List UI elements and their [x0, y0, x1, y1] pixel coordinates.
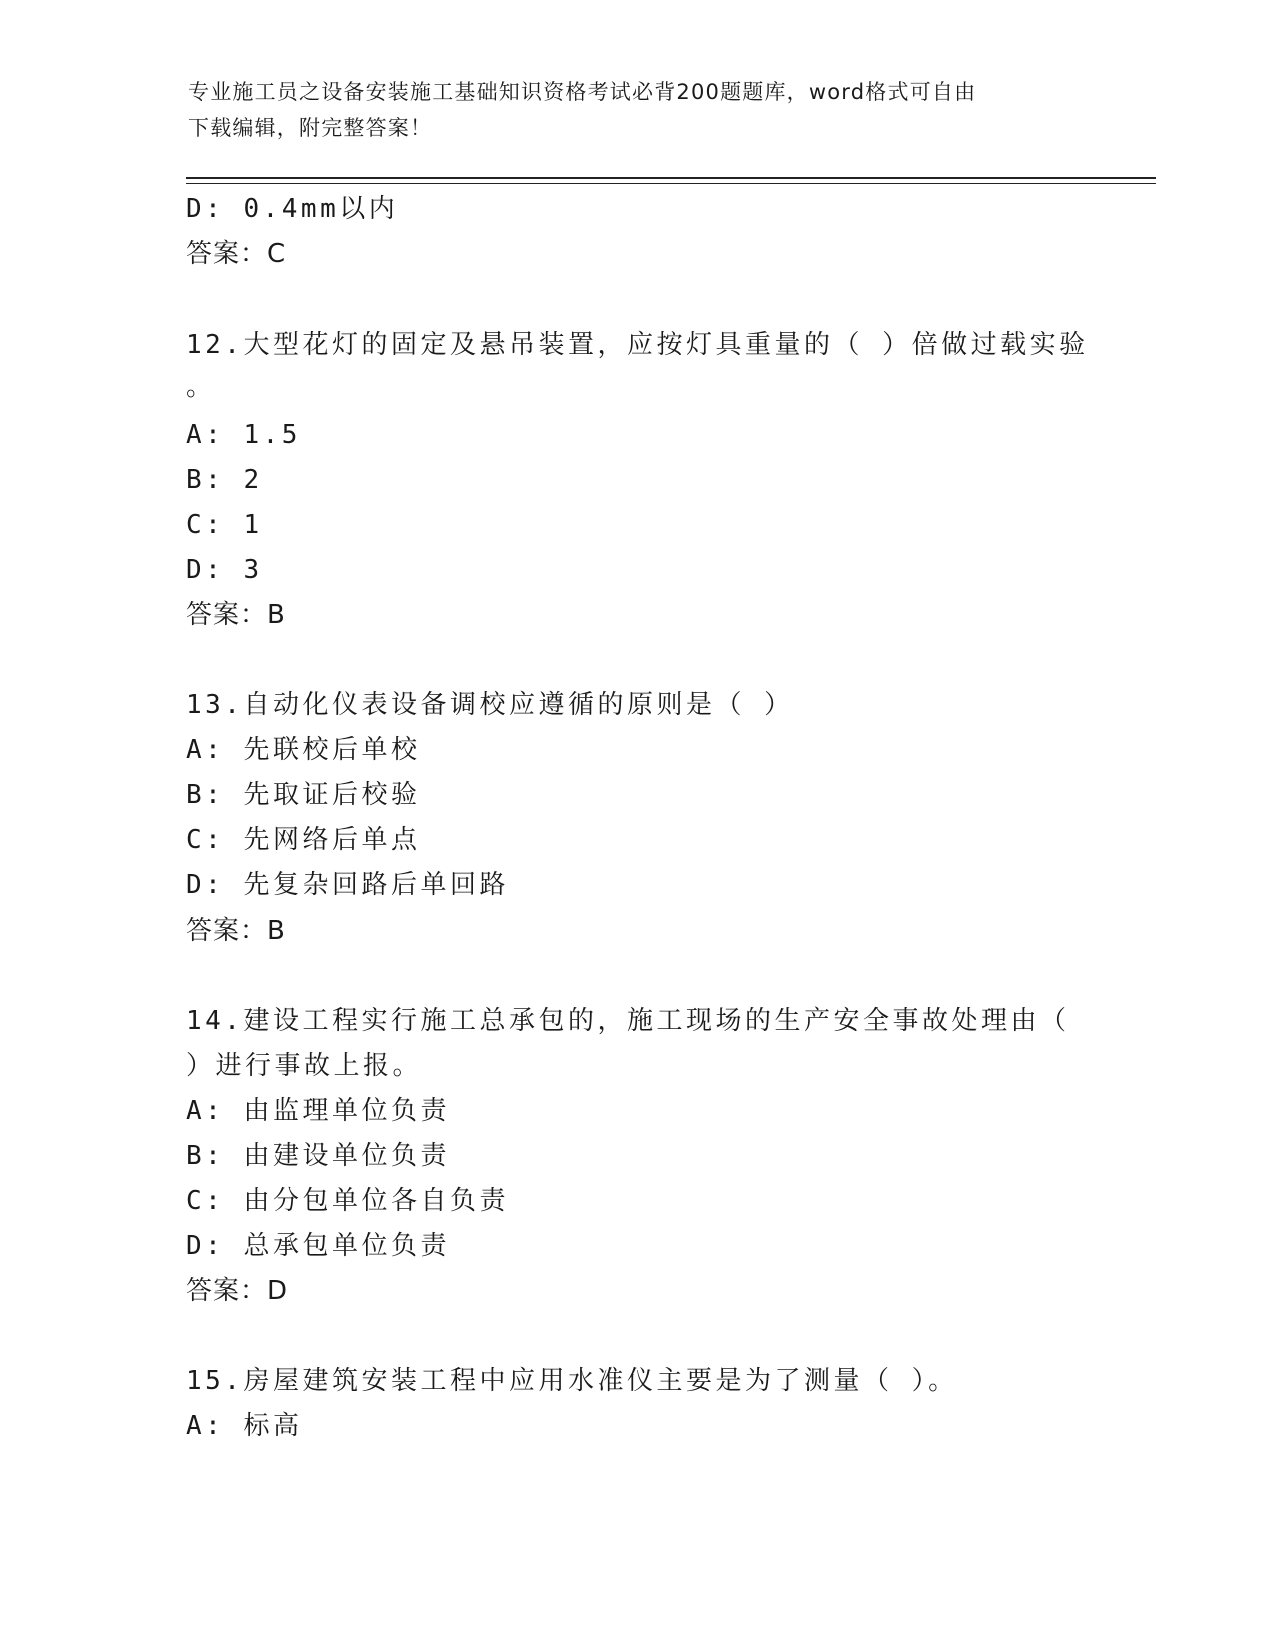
header-line-2: 下载编辑，附完整答案！ [188, 116, 433, 140]
q12-option-d: D: 3 [186, 555, 263, 585]
q11-answer: 答案：C [186, 239, 287, 269]
q13-answer: 答案：B [186, 916, 286, 946]
q14-answer: 答案：D [186, 1276, 289, 1306]
q13-stem: 13.自动化仪表设备调校应遵循的原则是（ ） [186, 690, 794, 720]
q13-option-a: A: 先联校后单校 [186, 735, 421, 765]
q14-stem-line-2: ）进行事故上报。 [186, 1051, 423, 1081]
q14-option-a: A: 由监理单位负责 [186, 1096, 450, 1126]
q12-option-b: B: 2 [186, 465, 263, 495]
q12-stem-line-2: 。 [186, 372, 216, 402]
q14-stem-line-1: 14.建设工程实行施工总承包的，施工现场的生产安全事故处理由（ [186, 1006, 1070, 1036]
header-line-1: 专业施工员之设备安装施工基础知识资格考试必背200题题库，word格式可自由 [188, 80, 977, 104]
q13-option-c: C: 先网络后单点 [186, 825, 421, 855]
q15-option-a: A: 标高 [186, 1411, 303, 1441]
q14-option-b: B: 由建设单位负责 [186, 1141, 450, 1171]
q14-option-d: D: 总承包单位负责 [186, 1231, 450, 1261]
q13-option-b: B: 先取证后校验 [186, 780, 421, 810]
q11-option-d: D: 0.4mm以内 [186, 194, 399, 224]
q14-option-c: C: 由分包单位各自负责 [186, 1186, 509, 1216]
q12-option-c: C: 1 [186, 510, 263, 540]
q15-stem: 15.房屋建筑安装工程中应用水准仪主要是为了测量（ ）。 [186, 1366, 958, 1396]
q12-option-a: A: 1.5 [186, 420, 301, 450]
q12-answer: 答案：B [186, 600, 286, 630]
header-divider-thick [186, 177, 1156, 179]
document-header [188, 74, 1068, 146]
q13-option-d: D: 先复杂回路后单回路 [186, 870, 509, 900]
q12-stem-line-1: 12.大型花灯的固定及悬吊装置，应按灯具重量的（ ）倍做过载实验 [186, 330, 1089, 360]
header-divider-thin [186, 183, 1156, 184]
